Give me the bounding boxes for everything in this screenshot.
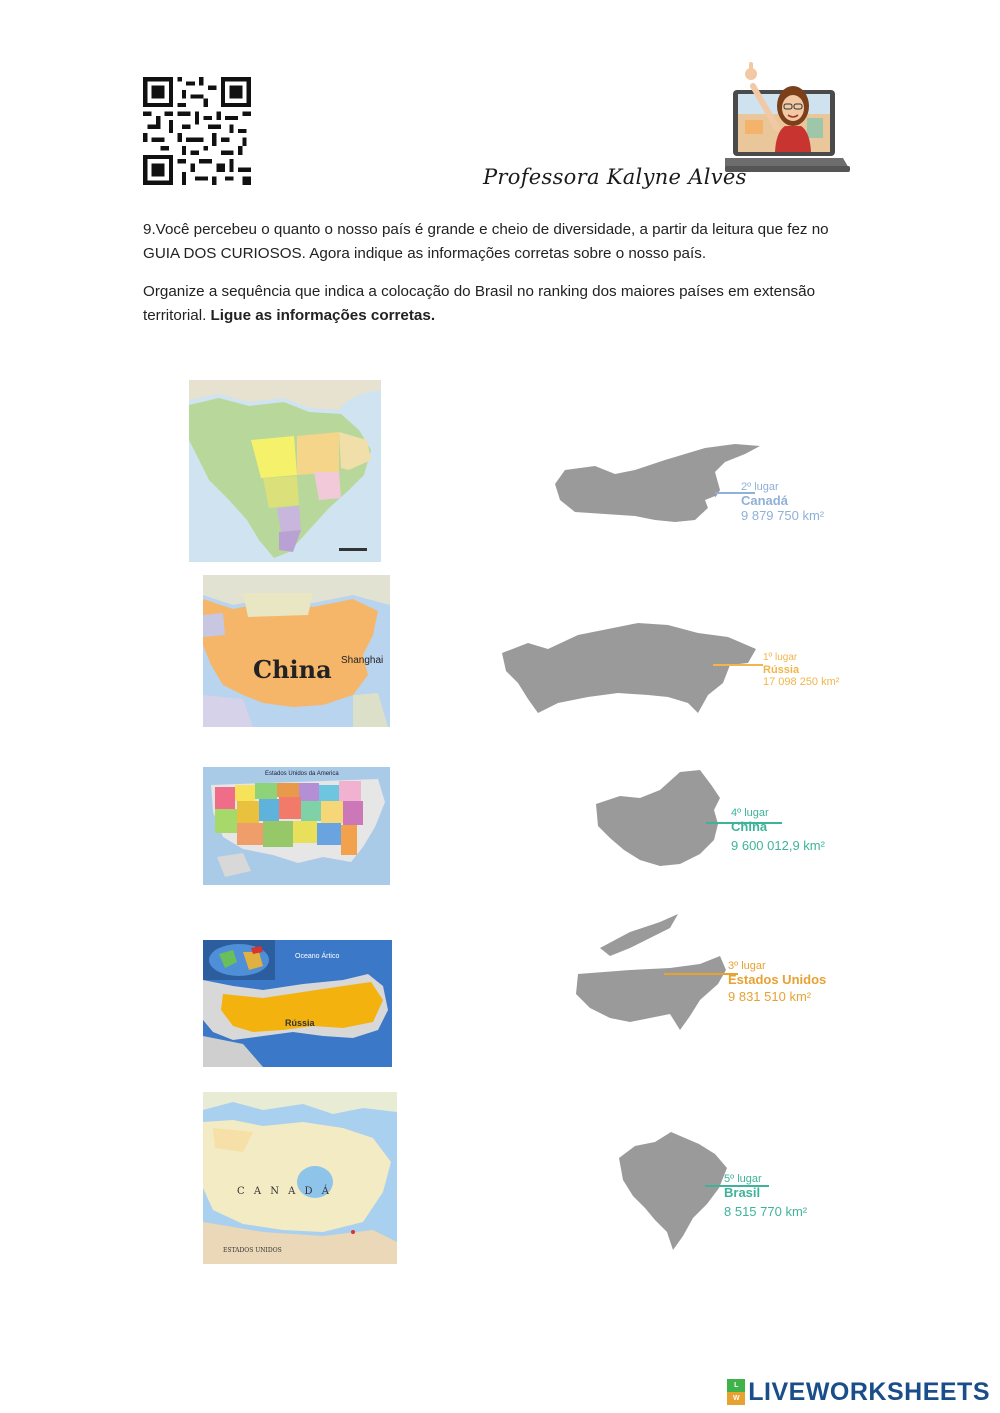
russia-map-sublabel: Oceano Ártico — [295, 953, 340, 960]
china-map-sublabel: Shanghai — [341, 655, 384, 666]
teacher-signature: Professora Kalyne Alves — [483, 165, 747, 189]
canada-rank-card[interactable] — [741, 481, 824, 524]
brazil-shape[interactable] — [615, 1128, 730, 1253]
china-area: 9 600 012,9 km² — [731, 837, 825, 853]
russia-rank-card[interactable] — [763, 652, 839, 689]
liveworksheets-badge-icon — [727, 1379, 745, 1405]
canada-rank: 2º lugar — [741, 481, 779, 493]
brazil-area: 8 515 770 km² — [724, 1203, 808, 1219]
canada-shape[interactable] — [555, 440, 765, 532]
usa-country-name: Estados Unidos — [728, 971, 827, 987]
china-rank: 4º lugar — [731, 807, 769, 819]
question-bold-instruction: Ligue as informações corretas. — [210, 307, 436, 324]
liveworksheets-logo[interactable] — [727, 1377, 990, 1407]
liveworksheets-text: LIVEWORKSHEETS — [748, 1377, 990, 1406]
russia-rank: 1º lugar — [763, 652, 798, 663]
qr-code — [143, 77, 251, 185]
usa-rank-line — [664, 973, 738, 975]
brazil-country-name: Brasil — [724, 1184, 761, 1200]
brazil-map[interactable] — [189, 380, 381, 562]
canada-map[interactable] — [203, 1092, 397, 1264]
russia-rank-line — [713, 664, 763, 666]
china-country-name: China — [731, 818, 768, 834]
china-map[interactable] — [203, 575, 390, 727]
question-paragraph-2 — [143, 280, 858, 328]
usa-rank-card[interactable] — [728, 960, 826, 1005]
russia-map-label: Rússia — [285, 1018, 315, 1028]
badge-letter-l: L — [727, 1379, 745, 1392]
china-rank-card[interactable] — [731, 807, 825, 854]
china-shape[interactable] — [590, 768, 730, 870]
canada-map-sublabel: ESTADOS UNIDOS — [223, 1247, 282, 1254]
canada-country-name: Canadá — [741, 492, 788, 508]
brazil-rank: 5º lugar — [724, 1173, 762, 1185]
teacher-laptop-illustration — [725, 62, 850, 182]
russia-area: 17 098 250 km² — [763, 676, 840, 689]
russia-country-name: Rússia — [763, 663, 800, 676]
question-paragraph-1: 9.Você percebeu o quanto o nosso país é grande e cheio de diversidade, a partir da leitura que fez no GUIA DOS CURIOSOS. Agora indique as informações corretas sobre o nosso país. — [143, 221, 829, 262]
canada-map-label: C A N A D Á — [237, 1186, 332, 1197]
russia-map[interactable] — [203, 940, 392, 1067]
usa-area: 9 831 510 km² — [728, 988, 812, 1004]
usa-rank: 3º lugar — [728, 960, 766, 972]
badge-letter-w: W — [727, 1392, 745, 1405]
brazil-rank-card[interactable] — [724, 1173, 807, 1220]
canada-area: 9 879 750 km² — [741, 507, 825, 523]
usa-map[interactable] — [203, 767, 390, 885]
china-map-label: China — [253, 655, 332, 684]
usa-map-title: Estados Unidos da America — [265, 771, 339, 777]
question-instruction: Organize a sequência que indica a colocação do Brasil no ranking dos maiores países em extensão territorial. — [143, 283, 816, 324]
